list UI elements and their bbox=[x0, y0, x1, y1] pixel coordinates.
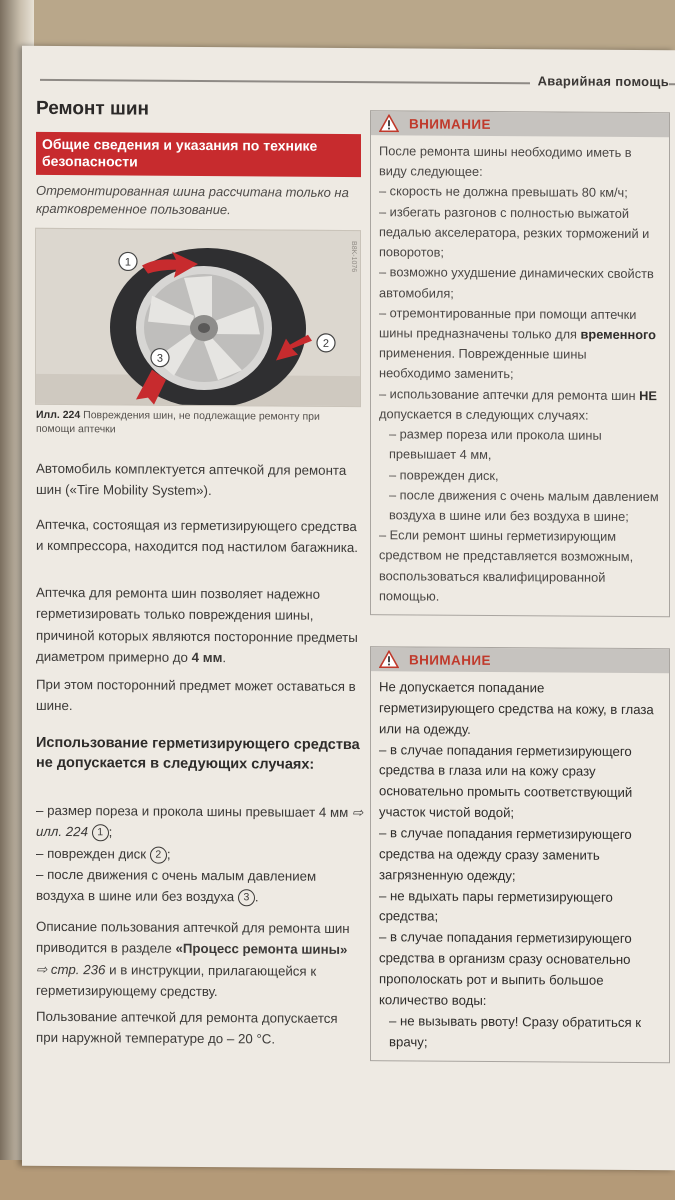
list-item: – после движения с очень малым давлением воздуха в шине или без воздуха 3 . bbox=[36, 866, 317, 905]
warning-header bbox=[371, 111, 669, 137]
warning-header bbox=[371, 647, 669, 673]
warning-box-1 bbox=[370, 110, 670, 617]
warning-triangle-icon bbox=[379, 114, 399, 132]
tire-damage-illustration bbox=[35, 228, 361, 407]
callout-2 bbox=[317, 334, 335, 352]
callout-3 bbox=[151, 349, 169, 367]
paragraph-2: Аптечка, состоящая из герметизирующего средства и компрессора, находится под настилом багажника. bbox=[36, 516, 358, 556]
warning-title: ВНИМАНИЕ bbox=[409, 651, 491, 668]
figure-code: B8K-1076 bbox=[350, 241, 357, 273]
wheel-drawing bbox=[36, 229, 360, 406]
callout-ref-2: 2 bbox=[150, 846, 167, 863]
running-head: Аварийная помощь bbox=[530, 73, 669, 89]
usage-restrictions-heading: Использование герметизирующего средства не допускается в следующих случаях: bbox=[36, 734, 360, 773]
figure-caption bbox=[36, 408, 361, 439]
section-reference: «Процесс ремонта шины» bbox=[175, 941, 348, 958]
svg-text:2: 2 bbox=[322, 337, 330, 350]
caption-label: Илл. 224 bbox=[36, 408, 81, 422]
diameter-value: 4 мм bbox=[191, 649, 223, 665]
warning-title: ВНИМАНИЕ bbox=[409, 115, 491, 132]
safety-heading: Общие сведения и указания по технике безопасности bbox=[36, 132, 361, 177]
section-title: Ремонт шин bbox=[36, 97, 149, 120]
paragraph-4: При этом посторонний предмет может оставаться в шине. bbox=[36, 676, 356, 714]
intro-note: Отремонтированная шина рассчитана только на кратковременное пользование. bbox=[36, 182, 349, 218]
paragraph-3: Аптечка для ремонта шин позволяет надежно герметизировать только повреждения шины, причиной которых являются посторонние предметы диаметром примерно до 4 мм. bbox=[36, 584, 358, 665]
svg-text:3: 3 bbox=[156, 352, 164, 365]
svg-text:1: 1 bbox=[124, 256, 132, 269]
callout-ref-3: 3 bbox=[238, 889, 255, 906]
callout-1 bbox=[119, 252, 137, 270]
figure-reference[interactable]: ⇨ илл. 224 bbox=[36, 805, 364, 840]
paragraph-5: Описание пользования аптечкой для ремонта шин приводится в разделе «Процесс ремонта шины» ⇨ стр. 236 и в инструкции, прилагающейся к герметизирующему средству. bbox=[36, 918, 350, 999]
warning-body: После ремонта шины необходимо иметь в виду следующее: – скорость не должна превышать 80 км/ч; – избегать разгонов с полностью выжатой педалью акселератора, резких торможений и поворотов; – возможно ухудшение динамических свойств автомобиля; – отремонтированные при помощи аптечки шины предназначены только для временного применения. Поврежденные шины необходимо заменить; – использование аптечки для ремонта шин НЕ допускается в следующих случаях: – размер пореза или прокола шины превышает 4 мм, – поврежден диск, – после движения с очень малым давлением воздуха в шине или без воздуха в шине; – Если ремонт шины герметизирующим средством не представляется возможным, воспользоваться квалифицированной помощью. bbox=[379, 143, 659, 604]
warning-box-2 bbox=[370, 646, 670, 1064]
paragraph-1: Автомобиль комплектуется аптечкой для ремонта шин («Tire Mobility System»). bbox=[36, 460, 347, 499]
paragraph-6: Пользование аптечкой для ремонта допускается при наружной температуре до – 20 °C. bbox=[36, 1008, 338, 1047]
caption-text: Повреждения шин, не подлежащие ремонту при помощи аптечки bbox=[36, 409, 320, 436]
list-item: – поврежден диск 2 ; bbox=[36, 845, 171, 862]
manual-page bbox=[22, 46, 675, 1171]
warning-triangle-icon bbox=[379, 650, 399, 668]
callout-ref-1: 1 bbox=[92, 824, 109, 841]
list-item: – размер пореза и прокола шины превышает 4 мм ⇨ илл. 224 1 ; bbox=[36, 802, 364, 840]
page-reference[interactable]: ⇨ стр. 236 bbox=[36, 961, 106, 977]
usage-restrictions-list bbox=[36, 800, 366, 909]
warning-body: Не допускается попадание герметизирующего средства на кожу, в глаза или на одежду. – в случае попадания герметизирующего средства в глаза или на кожу сразу основательно промыть соответствующий участок чистой водой; – в случае попадания герметизирующего средства на одежду сразу заменить загрязненную одежду; – не вдыхать пары герметизирующего средства; – в случае попадания герметизирующего средства в организм сразу основательно прополоскать рот и выпить большое количество воды: – не вызывать рвоту! Сразу обратиться к врачу; bbox=[379, 679, 654, 1050]
